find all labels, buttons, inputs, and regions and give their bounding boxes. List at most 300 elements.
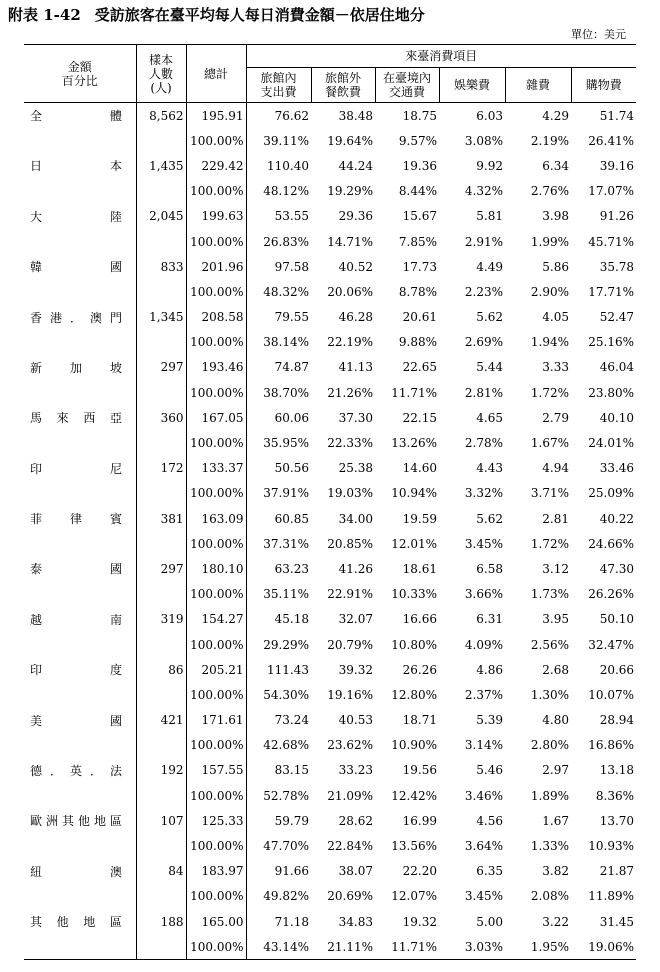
blank-cell	[136, 380, 186, 405]
amount-cell: 17.73	[402, 259, 437, 274]
amount-cell: 13.18	[599, 763, 635, 778]
sample-cell: 297	[136, 355, 186, 380]
percent-cell: 100.00%	[186, 884, 246, 909]
table-number: 附表 1-42	[8, 6, 81, 24]
percent-cell: 19.64%	[327, 133, 373, 148]
table-row	[24, 657, 636, 682]
percent-cell: 8.44%	[398, 184, 437, 199]
percent-cell: 2.08%	[530, 889, 569, 904]
blank-cell	[24, 279, 136, 304]
blank-cell	[136, 430, 186, 455]
amount-cell: 91.66	[246, 859, 311, 884]
percent-cell: 10.90%	[391, 738, 437, 753]
percent-cell: 10.94%	[391, 486, 437, 501]
blank-cell	[24, 481, 136, 506]
amount-cell: 32.07	[338, 612, 373, 627]
table-row	[24, 456, 636, 481]
blank-cell	[136, 783, 186, 808]
percent-cell: 9.88%	[398, 335, 437, 350]
percent-cell: 17.71%	[588, 284, 635, 299]
table-row	[24, 884, 636, 909]
header-shopping: 購物費	[571, 68, 636, 103]
amount-cell: 205.21	[186, 657, 246, 682]
percent-cell: 100.00%	[186, 229, 246, 254]
amount-cell: 28.62	[338, 813, 373, 828]
amount-cell: 19.32	[402, 914, 437, 929]
amount-cell: 18.61	[402, 561, 437, 576]
percent-cell: 10.93%	[588, 839, 635, 854]
amount-cell: 25.38	[338, 461, 373, 476]
percent-cell: 45.71%	[588, 234, 635, 249]
amount-cell: 5.46	[476, 763, 503, 778]
blank-cell	[24, 682, 136, 707]
blank-cell	[24, 128, 136, 153]
amount-cell: 3.33	[542, 360, 569, 375]
percent-cell: 7.85%	[398, 234, 437, 249]
percent-cell: 10.07%	[588, 687, 635, 702]
table-row	[24, 254, 636, 279]
amount-cell: 6.34	[542, 158, 569, 173]
amount-cell: 4.94	[542, 461, 569, 476]
percent-cell: 12.01%	[391, 536, 437, 551]
amount-cell: 45.18	[246, 607, 311, 632]
percent-cell: 26.41%	[588, 133, 635, 148]
blank-cell	[24, 783, 136, 808]
percent-cell: 2.81%	[464, 385, 503, 400]
region-cell: 日本	[30, 159, 122, 174]
percent-cell: 4.32%	[464, 184, 503, 199]
percent-cell: 35.95%	[246, 430, 311, 455]
amount-cell: 199.63	[186, 204, 246, 229]
percent-cell: 3.08%	[464, 133, 503, 148]
header-region: 金額 百分比	[24, 45, 136, 103]
sample-cell: 172	[136, 456, 186, 481]
amount-cell: 60.85	[246, 506, 311, 531]
percent-cell: 26.26%	[588, 587, 635, 602]
amount-cell: 41.13	[338, 360, 373, 375]
percent-cell: 22.91%	[327, 587, 373, 602]
percent-cell: 100.00%	[186, 128, 246, 153]
region-cell: 越南	[30, 612, 122, 627]
expenditure-table	[24, 44, 636, 960]
percent-cell: 10.33%	[391, 587, 437, 602]
amount-cell: 4.56	[476, 813, 503, 828]
sample-cell: 86	[136, 657, 186, 682]
blank-cell	[136, 833, 186, 858]
amount-cell: 14.60	[402, 461, 437, 476]
percent-cell: 2.80%	[530, 738, 569, 753]
amount-cell: 79.55	[246, 305, 311, 330]
percent-cell: 25.16%	[588, 335, 635, 350]
amount-cell: 22.15	[402, 410, 437, 425]
percent-cell: 17.07%	[588, 184, 635, 199]
amount-cell: 16.66	[402, 612, 437, 627]
blank-cell	[24, 733, 136, 758]
percent-cell: 3.66%	[464, 587, 503, 602]
percent-cell: 100.00%	[186, 430, 246, 455]
percent-cell: 3.45%	[464, 536, 503, 551]
amount-cell: 4.86	[476, 662, 503, 677]
blank-cell	[136, 229, 186, 254]
table-caption: 受訪旅客在臺平均每人每日消費金額－依居住地分	[94, 6, 425, 24]
percent-cell: 48.12%	[246, 179, 311, 204]
percent-cell: 100.00%	[186, 330, 246, 355]
amount-cell: 38.48	[338, 108, 373, 123]
amount-cell: 18.71	[402, 713, 437, 728]
region-cell: 德．英．法	[30, 763, 122, 778]
percent-cell: 2.91%	[464, 234, 503, 249]
table-row	[24, 808, 636, 833]
percent-cell: 37.91%	[246, 481, 311, 506]
percent-cell: 26.83%	[246, 229, 311, 254]
percent-cell: 2.78%	[464, 436, 503, 451]
table-row	[24, 909, 636, 934]
header-misc: 雜費	[505, 68, 571, 103]
amount-cell: 183.97	[186, 859, 246, 884]
percent-cell: 20.85%	[327, 536, 373, 551]
amount-cell: 47.30	[599, 561, 635, 576]
percent-cell: 12.80%	[391, 687, 437, 702]
amount-cell: 29.36	[338, 209, 373, 224]
region-cell: 印尼	[30, 461, 122, 476]
amount-cell: 97.58	[246, 254, 311, 279]
amount-cell: 50.10	[599, 612, 635, 627]
percent-cell: 32.47%	[588, 637, 635, 652]
percent-cell: 100.00%	[186, 733, 246, 758]
amount-cell: 2.68	[542, 662, 569, 677]
region-cell: 其他地區	[30, 915, 122, 930]
amount-cell: 46.28	[338, 310, 373, 325]
amount-cell: 19.56	[402, 763, 437, 778]
amount-cell: 133.37	[186, 456, 246, 481]
percent-cell: 24.01%	[588, 436, 635, 451]
amount-cell: 111.43	[246, 657, 311, 682]
percent-cell: 12.42%	[391, 788, 437, 803]
percent-cell: 4.09%	[464, 637, 503, 652]
sample-cell: 381	[136, 506, 186, 531]
percent-cell: 38.14%	[246, 330, 311, 355]
table-row	[24, 355, 636, 380]
amount-cell: 5.81	[476, 209, 503, 224]
amount-cell: 5.86	[542, 259, 569, 274]
percent-cell: 1.95%	[505, 934, 571, 960]
amount-cell: 5.62	[476, 310, 503, 325]
percent-cell: 2.69%	[464, 335, 503, 350]
amount-cell: 35.78	[599, 259, 635, 274]
table-row	[24, 582, 636, 607]
amount-cell: 71.18	[246, 909, 311, 934]
blank-cell	[136, 884, 186, 909]
percent-cell: 13.56%	[391, 839, 437, 854]
table-row	[24, 783, 636, 808]
percent-cell: 19.29%	[327, 184, 373, 199]
amount-cell: 13.70	[599, 813, 635, 828]
region-cell: 香港．澳門	[30, 310, 122, 325]
amount-cell: 53.55	[246, 204, 311, 229]
percent-cell: 3.45%	[464, 889, 503, 904]
amount-cell: 60.06	[246, 405, 311, 430]
percent-cell: 2.90%	[530, 284, 569, 299]
table-row	[24, 179, 636, 204]
percent-cell: 3.03%	[439, 934, 505, 960]
amount-cell: 4.29	[542, 108, 569, 123]
sample-cell: 84	[136, 859, 186, 884]
percent-cell: 23.80%	[588, 385, 635, 400]
amount-cell: 3.82	[542, 864, 569, 879]
amount-cell: 52.47	[599, 310, 635, 325]
percent-cell: 100.00%	[186, 179, 246, 204]
blank-cell	[24, 229, 136, 254]
amount-cell: 51.74	[599, 108, 635, 123]
table-row	[24, 204, 636, 229]
amount-cell: 76.62	[246, 103, 311, 129]
header-entertainment: 娛樂費	[439, 68, 505, 103]
blank-cell	[24, 582, 136, 607]
header-sample: 樣本 人數 (人)	[136, 45, 186, 103]
percent-cell: 52.78%	[246, 783, 311, 808]
percent-cell: 100.00%	[186, 380, 246, 405]
header-transport: 在臺境內 交通費	[375, 68, 439, 103]
percent-cell: 48.32%	[246, 279, 311, 304]
percent-cell: 8.36%	[595, 788, 635, 803]
amount-cell: 73.24	[246, 708, 311, 733]
percent-cell: 3.64%	[464, 839, 503, 854]
table-row	[24, 153, 636, 178]
percent-cell: 3.46%	[464, 788, 503, 803]
amount-cell: 157.55	[186, 758, 246, 783]
percent-cell: 22.19%	[327, 335, 373, 350]
blank-cell	[136, 733, 186, 758]
sample-cell: 188	[136, 909, 186, 934]
amount-cell: 165.00	[186, 909, 246, 934]
amount-cell: 19.36	[402, 158, 437, 173]
amount-cell: 6.03	[476, 108, 503, 123]
percent-cell: 25.09%	[588, 486, 635, 501]
amount-cell: 2.97	[542, 763, 569, 778]
percent-cell: 20.06%	[327, 284, 373, 299]
sample-cell: 360	[136, 405, 186, 430]
amount-cell: 229.42	[186, 153, 246, 178]
percent-cell: 100.00%	[186, 632, 246, 657]
sample-cell: 297	[136, 556, 186, 581]
region-cell: 馬來西亞	[30, 411, 122, 426]
percent-cell: 100.00%	[186, 682, 246, 707]
percent-cell: 43.14%	[246, 934, 311, 960]
percent-cell: 20.79%	[327, 637, 373, 652]
percent-cell: 8.78%	[398, 284, 437, 299]
amount-cell: 3.22	[542, 914, 569, 929]
percent-cell: 100.00%	[186, 279, 246, 304]
blank-cell	[136, 531, 186, 556]
table-row	[24, 682, 636, 707]
amount-cell: 6.58	[476, 561, 503, 576]
table-body	[24, 103, 636, 960]
amount-cell: 20.66	[599, 662, 635, 677]
region-cell: 大陸	[30, 209, 122, 224]
percent-cell: 3.14%	[464, 738, 503, 753]
percent-cell: 13.26%	[391, 436, 437, 451]
table-row	[24, 380, 636, 405]
sample-cell: 1,345	[136, 305, 186, 330]
header-total: 總計	[186, 45, 246, 103]
percent-cell: 24.66%	[588, 536, 635, 551]
table-row	[24, 128, 636, 153]
amount-cell: 46.04	[599, 360, 635, 375]
percent-cell: 23.62%	[327, 738, 373, 753]
amount-cell: 3.12	[542, 561, 569, 576]
percent-cell: 12.07%	[391, 889, 437, 904]
amount-cell: 4.65	[476, 410, 503, 425]
percent-cell: 1.99%	[530, 234, 569, 249]
amount-cell: 1.67	[542, 813, 569, 828]
amount-cell: 208.58	[186, 305, 246, 330]
table-title	[8, 4, 425, 25]
blank-cell	[136, 682, 186, 707]
header-hotel: 旅館內 支出費	[246, 68, 311, 103]
blank-cell	[136, 279, 186, 304]
percent-cell: 54.30%	[246, 682, 311, 707]
sample-cell: 421	[136, 708, 186, 733]
blank-cell	[24, 179, 136, 204]
percent-cell: 1.67%	[530, 436, 569, 451]
amount-cell: 33.46	[599, 461, 635, 476]
amount-cell: 40.10	[599, 410, 635, 425]
table-row	[24, 607, 636, 632]
region-cell: 韓國	[30, 260, 122, 275]
amount-cell: 6.31	[476, 612, 503, 627]
percent-cell: 100.00%	[186, 582, 246, 607]
header-category-group: 來臺消費項目	[246, 45, 636, 68]
percent-cell: 1.72%	[530, 536, 569, 551]
amount-cell: 15.67	[402, 209, 437, 224]
percent-cell: 20.69%	[327, 889, 373, 904]
amount-cell: 21.87	[599, 864, 635, 879]
table-row	[24, 279, 636, 304]
blank-cell	[136, 128, 186, 153]
percent-cell: 2.56%	[530, 637, 569, 652]
amount-cell: 16.99	[402, 813, 437, 828]
amount-cell: 195.91	[186, 103, 246, 129]
sample-cell: 107	[136, 808, 186, 833]
table-row	[24, 229, 636, 254]
region-cell: 紐澳	[30, 864, 122, 879]
sample-cell: 192	[136, 758, 186, 783]
percent-cell: 29.29%	[246, 632, 311, 657]
region-cell: 全體	[30, 109, 122, 124]
percent-cell: 1.73%	[530, 587, 569, 602]
amount-cell: 4.49	[476, 259, 503, 274]
percent-cell: 1.33%	[530, 839, 569, 854]
percent-cell: 10.80%	[391, 637, 437, 652]
header-dining: 旅館外 餐飲費	[311, 68, 375, 103]
percent-cell: 3.71%	[530, 486, 569, 501]
percent-cell: 11.89%	[588, 889, 635, 904]
table-row	[24, 833, 636, 858]
sample-cell: 319	[136, 607, 186, 632]
amount-cell: 6.35	[476, 864, 503, 879]
blank-cell	[24, 330, 136, 355]
table-row	[24, 859, 636, 884]
blank-cell	[136, 481, 186, 506]
sample-cell: 8,562	[136, 103, 186, 129]
amount-cell: 4.05	[542, 310, 569, 325]
header-row-1	[24, 45, 636, 68]
amount-cell: 37.30	[338, 410, 373, 425]
amount-cell: 39.32	[338, 662, 373, 677]
table-row	[24, 531, 636, 556]
percent-cell: 21.11%	[311, 934, 375, 960]
region-cell: 印度	[30, 663, 122, 678]
amount-cell: 83.15	[246, 758, 311, 783]
blank-cell	[136, 934, 186, 960]
percent-cell: 100.00%	[186, 934, 246, 960]
amount-cell: 34.00	[338, 511, 373, 526]
amount-cell: 9.92	[476, 158, 503, 173]
blank-cell	[136, 582, 186, 607]
percent-cell: 14.71%	[327, 234, 373, 249]
region-cell: 新加坡	[30, 360, 122, 375]
blank-cell	[24, 380, 136, 405]
amount-cell: 5.00	[476, 914, 503, 929]
amount-cell: 5.39	[476, 713, 503, 728]
blank-cell	[24, 833, 136, 858]
blank-cell	[136, 179, 186, 204]
percent-cell: 16.86%	[588, 738, 635, 753]
percent-cell: 37.31%	[246, 531, 311, 556]
percent-cell: 2.76%	[530, 184, 569, 199]
table-row	[24, 103, 636, 129]
percent-cell: 100.00%	[186, 531, 246, 556]
blank-cell	[24, 884, 136, 909]
percent-cell: 11.71%	[375, 934, 439, 960]
table-row	[24, 733, 636, 758]
blank-cell	[24, 934, 136, 960]
amount-cell: 44.24	[338, 158, 373, 173]
percent-cell: 21.26%	[327, 385, 373, 400]
blank-cell	[136, 330, 186, 355]
amount-cell: 22.65	[402, 360, 437, 375]
amount-cell: 63.23	[246, 556, 311, 581]
table-row	[24, 758, 636, 783]
percent-cell: 19.16%	[327, 687, 373, 702]
amount-cell: 2.79	[542, 410, 569, 425]
amount-cell: 201.96	[186, 254, 246, 279]
amount-cell: 39.16	[599, 158, 635, 173]
table-row	[24, 481, 636, 506]
percent-cell: 1.94%	[530, 335, 569, 350]
amount-cell: 125.33	[186, 808, 246, 833]
percent-cell: 1.89%	[530, 788, 569, 803]
amount-cell: 38.07	[338, 864, 373, 879]
amount-cell: 180.10	[186, 556, 246, 581]
blank-cell	[136, 632, 186, 657]
sample-cell: 833	[136, 254, 186, 279]
percent-cell: 22.33%	[327, 436, 373, 451]
amount-cell: 4.80	[542, 713, 569, 728]
table-row	[24, 405, 636, 430]
table-row	[24, 330, 636, 355]
amount-cell: 31.45	[599, 914, 635, 929]
blank-cell	[24, 531, 136, 556]
amount-cell: 5.62	[476, 511, 503, 526]
table-row	[24, 556, 636, 581]
percent-cell: 100.00%	[186, 833, 246, 858]
percent-cell: 19.06%	[571, 934, 636, 960]
amount-cell: 4.43	[476, 461, 503, 476]
table-row	[24, 305, 636, 330]
table-row	[24, 506, 636, 531]
percent-cell: 11.71%	[391, 385, 437, 400]
